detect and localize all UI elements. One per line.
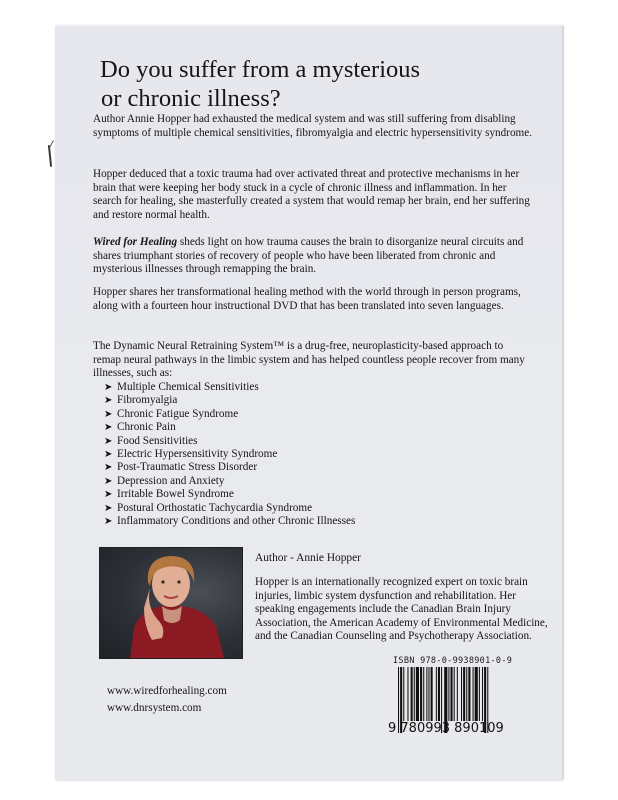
illness-label: Irritable Bowel Syndrome — [117, 488, 234, 501]
barcode-bar — [416, 667, 419, 721]
illness-label: Inflammatory Conditions and other Chronic Illnesses — [117, 515, 356, 528]
paragraph-book — [93, 236, 533, 277]
barcode-bar — [428, 667, 429, 721]
illness-label: Post-Traumatic Stress Disorder — [117, 461, 258, 474]
barcode-bar — [454, 667, 455, 721]
arrow-bullet-icon: ➤ — [104, 489, 113, 501]
author-portrait-image — [100, 548, 242, 658]
barcode-bar — [436, 667, 437, 721]
illness-label: Food Sensitivities — [117, 434, 198, 447]
illness-list-item — [104, 475, 355, 488]
barcode-bar — [414, 667, 415, 721]
barcode-bar — [475, 667, 478, 721]
arrow-bullet-icon: ➤ — [104, 502, 113, 514]
barcode-bar — [466, 667, 467, 721]
author-bio: Hopper is an internationally recognized expert on toxic brain injuries, limbic system dysfunction and rehabilitation. Her speaking engagements include the Canadian Brain Injury Association, the American Academy of Environmental Medicine, and the Canadian Counseling and Psychotherapy Association. — [255, 576, 548, 643]
paragraph-dnrs: The Dynamic Neural Retraining System™ is a drug-free, neuroplasticity-based approach to remap neural pathways in the limbic system and has helped countless people recover from many illnesses, such as: — [93, 340, 525, 380]
illness-list-item — [104, 435, 355, 448]
cover-heading — [100, 55, 420, 113]
illness-label: Chronic Fatigue Syndrome — [117, 407, 239, 420]
website-links — [107, 683, 227, 716]
link-wiredforhealing[interactable]: www.wiredforhealing.com — [107, 685, 227, 697]
barcode-bar — [482, 667, 483, 721]
arrow-bullet-icon: ➤ — [104, 395, 113, 407]
barcode-bar — [407, 667, 408, 721]
barcode-bar — [468, 667, 470, 721]
barcode-bar — [423, 667, 424, 721]
illness-label: Fibromyalgia — [117, 394, 178, 407]
barcode-bar — [426, 667, 427, 721]
barcode-bar — [457, 667, 458, 721]
barcode-bar — [451, 667, 453, 721]
page-edge-mark — [49, 140, 54, 147]
barcode-bar — [479, 667, 480, 721]
illness-list-item — [104, 394, 355, 407]
author-photo — [99, 547, 243, 659]
arrow-bullet-icon: ➤ — [104, 435, 113, 447]
arrow-bullet-icon: ➤ — [104, 516, 113, 528]
illness-list — [104, 381, 355, 528]
illness-list-item — [104, 448, 355, 461]
arrow-bullet-icon: ➤ — [104, 462, 113, 474]
author-title: Author - Annie Hopper — [255, 552, 361, 564]
barcode-bar — [473, 667, 474, 721]
barcode-bar — [463, 667, 465, 721]
arrow-bullet-icon: ➤ — [104, 422, 113, 434]
barcode-bar — [411, 667, 413, 721]
barcode-bar — [438, 667, 440, 721]
arrow-bullet-icon: ➤ — [104, 408, 113, 420]
paragraph-programs: Hopper shares her transformational healing method with the world through in person programs, along with a fourteen hour instructional DVD that has been translated into seven languages. — [93, 286, 521, 312]
barcode-digits: 9 780993 890109 — [388, 721, 504, 736]
barcode-bar — [403, 667, 404, 721]
illness-label: Chronic Pain — [117, 421, 176, 434]
arrow-bullet-icon: ➤ — [104, 475, 113, 487]
heading-line-1: Do you suffer from a mysterious — [100, 56, 421, 83]
link-dnrsystem[interactable]: www.dnrsystem.com — [107, 701, 202, 714]
illness-label: Multiple Chemical Sensitivities — [117, 381, 259, 393]
illness-list-item — [104, 488, 355, 501]
page-edge-mark — [48, 145, 52, 167]
isbn-label: ISBN 978-0-9938901-0-9 — [393, 656, 513, 666]
book-title: Wired for Healing — [93, 236, 178, 248]
barcode-bar — [420, 667, 422, 721]
barcode-bar — [461, 667, 462, 721]
illness-list-item — [104, 381, 355, 394]
illness-list-item — [104, 421, 355, 434]
arrow-bullet-icon: ➤ — [104, 449, 113, 461]
paragraph-book-text: sheds light on how trauma causes the brain to disorganize neural circuits and shares triumphant stories of recovery of people who have been liberated from chronic and mysterious illnesses through remapping the brain. — [93, 236, 524, 276]
barcode-bar — [448, 667, 449, 721]
illness-list-item — [104, 408, 355, 421]
barcode-bar — [431, 667, 433, 721]
illness-list-item — [104, 461, 355, 474]
paragraph-deduction: Hopper deduced that a toxic trauma had over activated threat and protective mechanisms in her brain that were keeping her body stuck in a cycle of chronic illness and inflammation. In her search for healing, she masterfully created a system that would remap her brain, end her suffering and restore normal health. — [93, 168, 530, 221]
heading-line-2: or chronic illness? — [101, 85, 281, 112]
paragraph-intro: Author Annie Hopper had exhausted the medical system and was still suffering from disabling symptoms of multiple chemical sensitivities, fibromyalgia and electric hypersensitivity syndrome. — [93, 113, 533, 139]
arrow-bullet-icon: ➤ — [104, 382, 113, 393]
illness-list-item — [104, 502, 355, 515]
illness-label: Depression and Anxiety — [117, 474, 225, 487]
illness-list-item — [104, 515, 355, 528]
illness-label: Postural Orthostatic Tachycardia Syndrome — [117, 501, 313, 514]
illness-label: Electric Hypersensitivity Syndrome — [117, 448, 278, 461]
